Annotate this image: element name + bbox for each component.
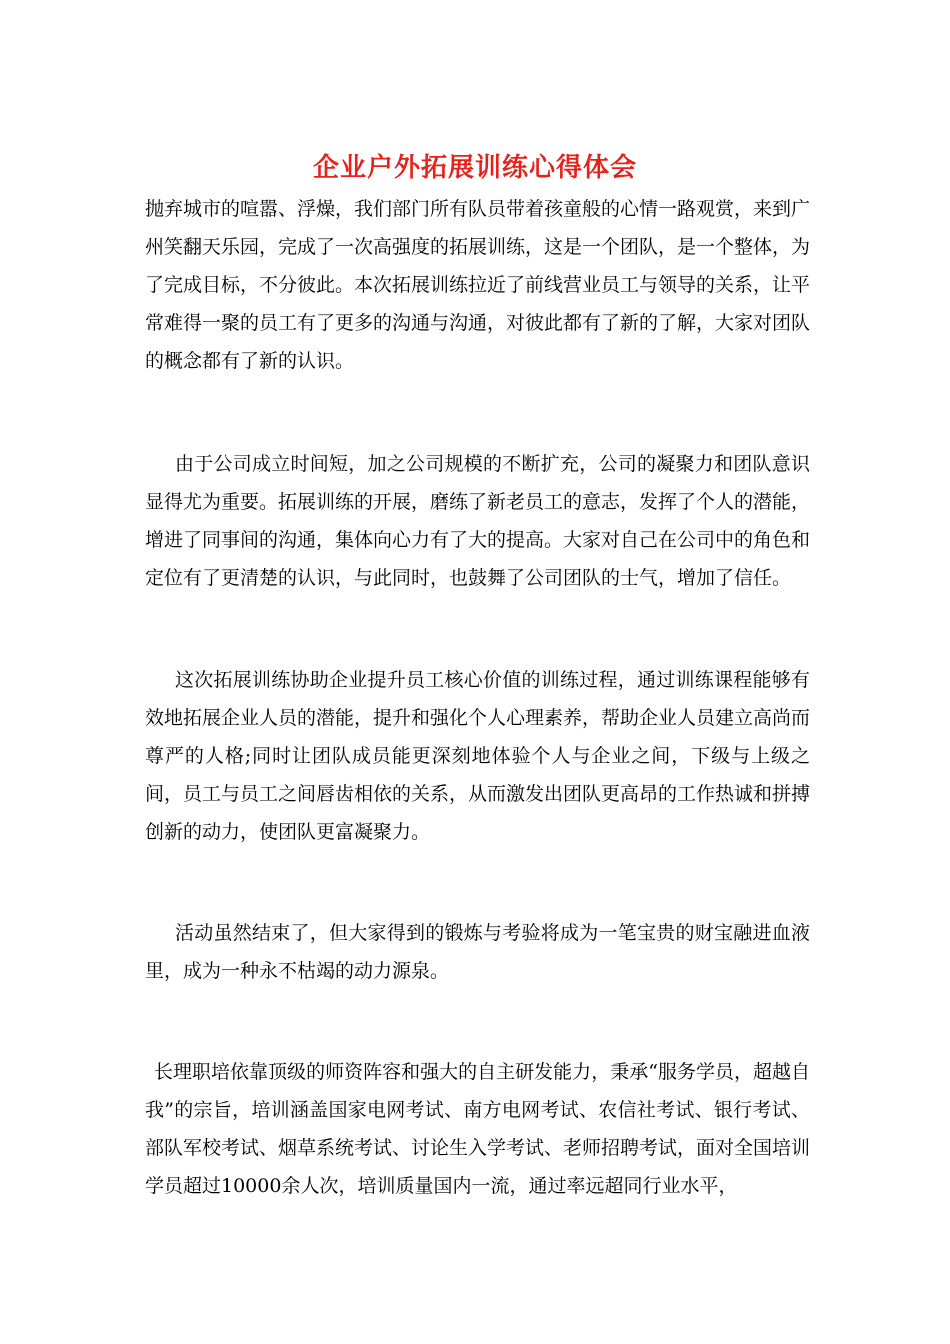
paragraph-1: 抛弃城市的喧嚣、浮燥，我们部门所有队员带着孩童般的心情一路观赏，来到广州笑翻天乐园，完成了一次高强度的拓展训练，这是一个团队，是一个整体，为了完成目标，不分彼此。本次拓展训练拉近了前线营业员工与领导的关系，让平常难得一聚的员工有了更多的沟通与沟通，对彼此都有了新的了解，大家对团队的概念都有了新的认识。 — [145, 198, 811, 372]
paragraph-5: 长理职培依靠顶级的师资阵容和强大的自主研发能力，秉承“服务学员，超越自我”的宗旨，培训涵盖国家电网考试、南方电网考试、农信社考试、银行考试、部队军校考试、烟草系统考试、讨论生入学考试、老师招聘考试，面对全国培训学员超过10000余人次，培训质量国内一流，通过率远超同行业水平， — [145, 1061, 811, 1197]
document-title: 企业户外拓展训练心得体会 — [312, 153, 637, 183]
paragraph-3: 这次拓展训练协助企业提升员工核心价值的训练过程，通过训练课程能够有效地拓展企业人员的潜能，提升和强化个人心理素养，帮助企业人员建立高尚而尊严的人格;同时让团队成员能更深刻地体验个人与企业之间，下级与上级之间，员工与员工之间唇齿相依的关系，从而激发出团队更高昂的工作热诚和拼搏创新的动力，使团队更富凝聚力。 — [145, 669, 811, 843]
paragraph-2: 由于公司成立时间短，加之公司规模的不断扩充，公司的凝聚力和团队意识显得尤为重要。拓展训练的开展，磨练了新老员工的意志，发挥了个人的潜能，增进了同事间的沟通，集体向心力有了大的提高。大家对自己在公司中的角色和定位有了更清楚的认识，与此同时，也鼓舞了公司团队的士气，增加了信任。 — [145, 453, 811, 589]
paragraph-4: 活动虽然结束了，但大家得到的锻炼与考验将成为一笔宝贵的财宝融进血液里，成为一种永不枯竭的动力源泉。 — [145, 922, 810, 982]
